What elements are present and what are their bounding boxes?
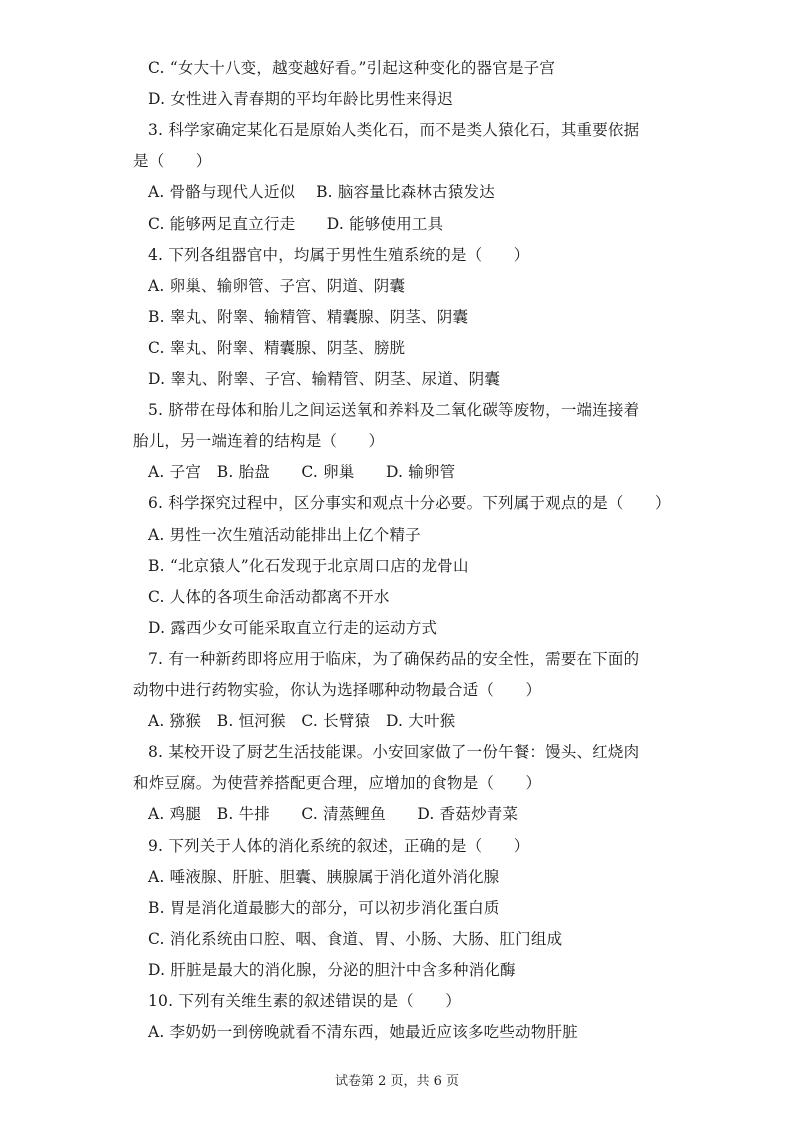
text-line: A. 骨骼与现代人近似 B. 脑容量比森林古猿发达 (148, 183, 495, 201)
text-line: A. 子宫 B. 胎盘 C. 卵巢 D. 输卵管 (148, 463, 456, 481)
text-line: B. 胃是消化道最膨大的部分，可以初步消化蛋白质 (148, 899, 500, 917)
text-line: C. 睾丸、附睾、精囊腺、阴茎、膀胱 (148, 339, 406, 357)
text-line: 3. 科学家确定某化石是原始人类化石，而不是类人猿化石，其重要依据 (148, 121, 640, 139)
text-line: C. “女大十八变，越变越好看。”引起这种变化的器官是子宫 (148, 59, 556, 77)
text-line: 6. 科学探究过程中，区分事实和观点十分必要。下列属于观点的是（ ） (148, 494, 671, 512)
text-line: 7. 有一种新药即将应用于临床，为了确保药品的安全性，需要在下面的 (148, 650, 640, 668)
text-line: D. 肝脏是最大的消化腺，分泌的胆汁中含多种消化酶 (148, 961, 516, 979)
text-line: D. 女性进入青春期的平均年龄比男性来得迟 (148, 90, 453, 108)
text-line: A. 男性一次生殖活动能排出上亿个精子 (148, 526, 421, 544)
text-line: C. 能够两足直立行走 D. 能够使用工具 (148, 215, 444, 233)
text-line: B. “北京猿人”化石发现于北京周口店的龙骨山 (148, 557, 469, 575)
text-line: 9. 下列关于人体的消化系统的叙述，正确的是（ ） (148, 837, 530, 855)
text-line: 10. 下列有关维生素的叙述错误的是（ ） (148, 992, 461, 1010)
text-line: 4. 下列各组器官中，均属于男性生殖系统的是（ ） (148, 246, 530, 264)
text-line: 和炸豆腐。为使营养搭配更合理，应增加的食物是（ ） (133, 774, 542, 792)
page-footer: 试卷第 2 页，共 6 页 (334, 1074, 460, 1089)
text-line: 动物中进行药物实验，你认为选择哪种动物最合适（ ） (133, 681, 542, 699)
text-line: A. 鸡腿 B. 牛排 C. 清蒸鲤鱼 D. 香菇炒青菜 (148, 805, 519, 823)
text-line: A. 李奶奶一到傍晚就看不清东西，她最近应该多吃些动物肝脏 (148, 1023, 578, 1041)
text-line: A. 猕猴 B. 恒河猴 C. 长臂猿 D. 大叶猴 (148, 712, 456, 730)
text-line: D. 露西少女可能采取直立行走的运动方式 (148, 619, 438, 637)
text-line: A. 卵巢、输卵管、子宫、阴道、阴囊 (148, 277, 406, 295)
text-line: C. 人体的各项生命活动都离不开水 (148, 588, 390, 606)
text-line: 8. 某校开设了厨艺生活技能课。小安回家做了一份午餐：馒头、红烧肉 (148, 743, 640, 761)
text-line: 胎儿，另一端连着的结构是（ ） (133, 432, 385, 450)
text-line: B. 睾丸、附睾、输精管、精囊腺、阴茎、阴囊 (148, 308, 469, 326)
text-line: 5. 脐带在母体和胎儿之间运送氧和养料及二氧化碳等废物，一端连接着 (148, 401, 640, 419)
text-line: D. 睾丸、附睾、子宫、输精管、阴茎、尿道、阴囊 (148, 370, 501, 388)
text-line: 是（ ） (133, 152, 212, 170)
text-line: C. 消化系统由口腔、咽、食道、胃、小肠、大肠、肛门组成 (148, 930, 563, 948)
text-line: A. 唾液腺、肝脏、胆囊、胰腺属于消化道外消化腺 (148, 868, 500, 886)
